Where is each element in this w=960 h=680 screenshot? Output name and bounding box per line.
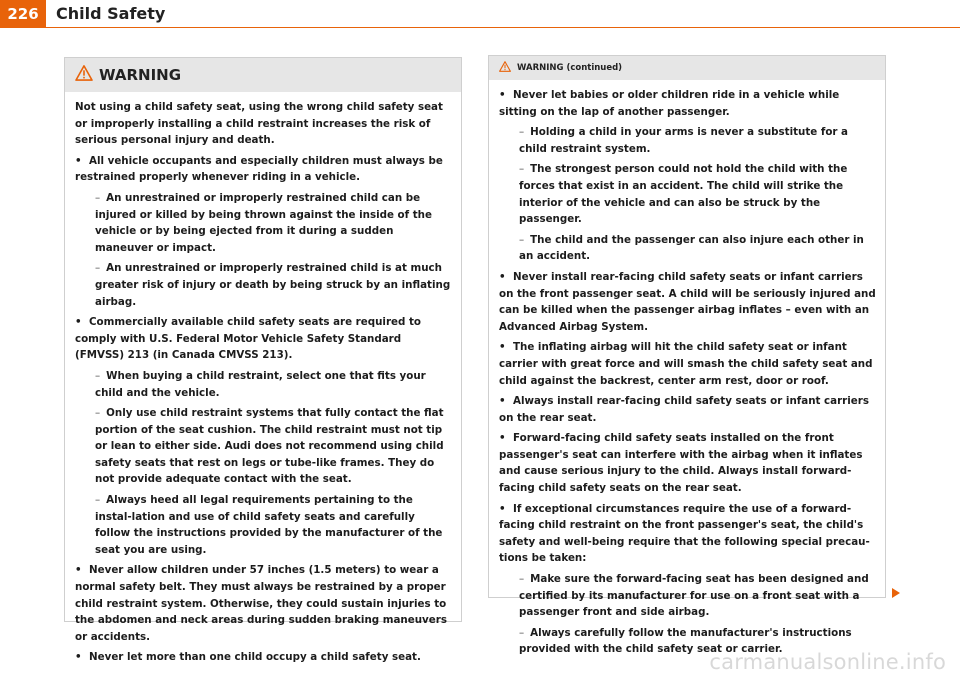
dash-text: Make sure the forward-facing seat has been designed and certified by its manufacturer for use on a front seat with a passenger front and side airbag. [519,573,869,619]
bullet-text: Never let more than one child occupy a child safety seat. [89,651,421,664]
bullet-text: Forward-facing child safety seats installed on the front passenger's seat can interfere with the airbag when it inflates and cause serious injury to the child. Always install forward-facing child safety seats on the rear seat. [499,432,863,495]
dash-icon: – [95,262,101,275]
bullet-item [499,269,876,335]
dash-item [519,124,876,157]
bullet-item [75,649,452,666]
warning-header-continued [489,56,885,80]
bullet-item [499,430,876,496]
section-title: Child Safety [56,4,166,23]
dash-icon: – [519,126,525,139]
dash-text: Only use child restraint systems that fully contact the flat portion of the seat cushion. The child restraint must not tip or lean to either side. Audi does not recommend using child safety seats that rest on legs or tube-like frames. They do not provide adequate contact with the seat. [95,407,444,486]
bullet-icon: • [499,432,506,445]
dash-item [95,492,452,558]
bullet-icon: • [499,89,506,101]
bullet-text: Never let babies or older children ride in a vehicle while sitting on the lap of another passenger. [499,89,840,118]
dash-icon: – [519,573,525,586]
dash-item [519,161,876,227]
dash-icon: – [519,626,525,639]
page-number: 226 [0,0,46,28]
bullet-item [75,562,452,645]
warning-triangle-icon [75,65,93,85]
warning-triangle-icon [499,61,511,75]
bullet-text: All vehicle occupants and especially children must always be restrained properly whenever riding in a vehicle. [75,154,443,184]
dash-text: The child and the passenger can also injure each other in an accident. [519,233,864,263]
warning-paragraph: Not using a child safety seat, using the wrong child safety seat or improperly installing a child restraint increases the risk of serious personal injury and death. [75,101,443,147]
bullet-icon: • [75,651,82,664]
dash-item [519,571,876,621]
bullet-text: Never install rear-facing child safety seats or infant carriers on the front passenger seat. A child will be seriously injured and can be killed when the passenger airbag inflates – even with an Advanced Airbag System. [499,270,876,333]
bullet-text: Commercially available child safety seats are required to comply with U.S. Federal Motor Vehicle Safety Standard (FMVSS) 213 (in Canada CMVSS 213). [75,316,421,362]
dash-text: When buying a child restraint, select one that fits your child and the vehicle. [95,369,426,399]
bullet-icon: • [499,395,506,408]
bullet-item [75,314,452,364]
continue-arrow-icon [892,588,900,598]
dash-text: Always carefully follow the manufacturer's instructions provided with the child safety seat or carrier. [519,626,852,656]
warning-box-left [64,57,462,664]
bullet-icon: • [75,564,82,577]
bullet-text: The inflating airbag will hit the child safety seat or infant carrier with great force and will smash the child safety seat and child against the backrest, center arm rest, door or roof. [499,341,873,387]
bullet-icon: • [75,316,82,329]
dash-item [95,405,452,488]
dash-item [95,260,452,310]
dash-text: Always heed all legal requirements pertaining to the instal-lation and use of child safety seats and carefully follow the instructions provided by the manufacturer of the seat you are using. [95,494,443,556]
dash-icon: – [95,407,101,420]
dash-text: An unrestrained or improperly restrained child can be injured or killed by being thrown against the inside of the vehicle or by being ejected from it during a sudden maneuver or impact. [95,191,432,254]
dash-text: Holding a child in your arms is never a substitute for a child restraint system. [519,126,849,155]
dash-text: An unrestrained or improperly restrained child is at much greater risk of injury or death by being struck by an inflating airbag. [95,262,451,308]
bullet-text: Never allow children under 57 inches (1.5 meters) to wear a normal safety belt. They must always be restrained by a proper child restraint system. Otherwise, they could sustain injuries to the abdomen and neck areas during sudden braking maneuvers or accidents. [75,564,447,643]
dash-icon: – [95,494,101,507]
warning-header [65,58,461,92]
dash-text: The strongest person could not hold the child with the forces that exist in an accident. The child will strike the interior of the vehicle and can also be struck by the passenger. [519,163,848,226]
warning-title: WARNING [99,66,182,84]
bullet-icon: • [499,270,506,283]
bullet-icon: • [499,341,506,354]
dash-icon: – [519,233,525,246]
bullet-item [499,87,876,120]
bullet-item [499,339,876,389]
watermark: carmanualsonline.info [709,650,946,674]
bullet-item [499,501,876,567]
warning-box-right [488,55,886,656]
dash-icon: – [519,163,525,176]
dash-icon: – [95,191,101,204]
bullet-icon: • [75,154,82,167]
bullet-text: Always install rear-facing child safety seats or infant carriers on the rear seat. [499,395,869,424]
warning-content [489,80,885,658]
dash-item [95,368,452,401]
bullet-text: If exceptional circumstances require the use of a forward-facing child restraint on the front passenger's seat, the child's safety and well-being require that the following special precau-tions be taken: [499,502,870,565]
dash-item [95,190,452,256]
dash-icon: – [95,369,101,382]
header-divider [46,27,960,28]
warning-content [65,92,461,666]
bullet-item [75,153,452,186]
warning-title: WARNING (continued) [517,63,623,73]
bullet-icon: • [499,502,506,515]
bullet-item [499,393,876,426]
dash-item [519,232,876,265]
